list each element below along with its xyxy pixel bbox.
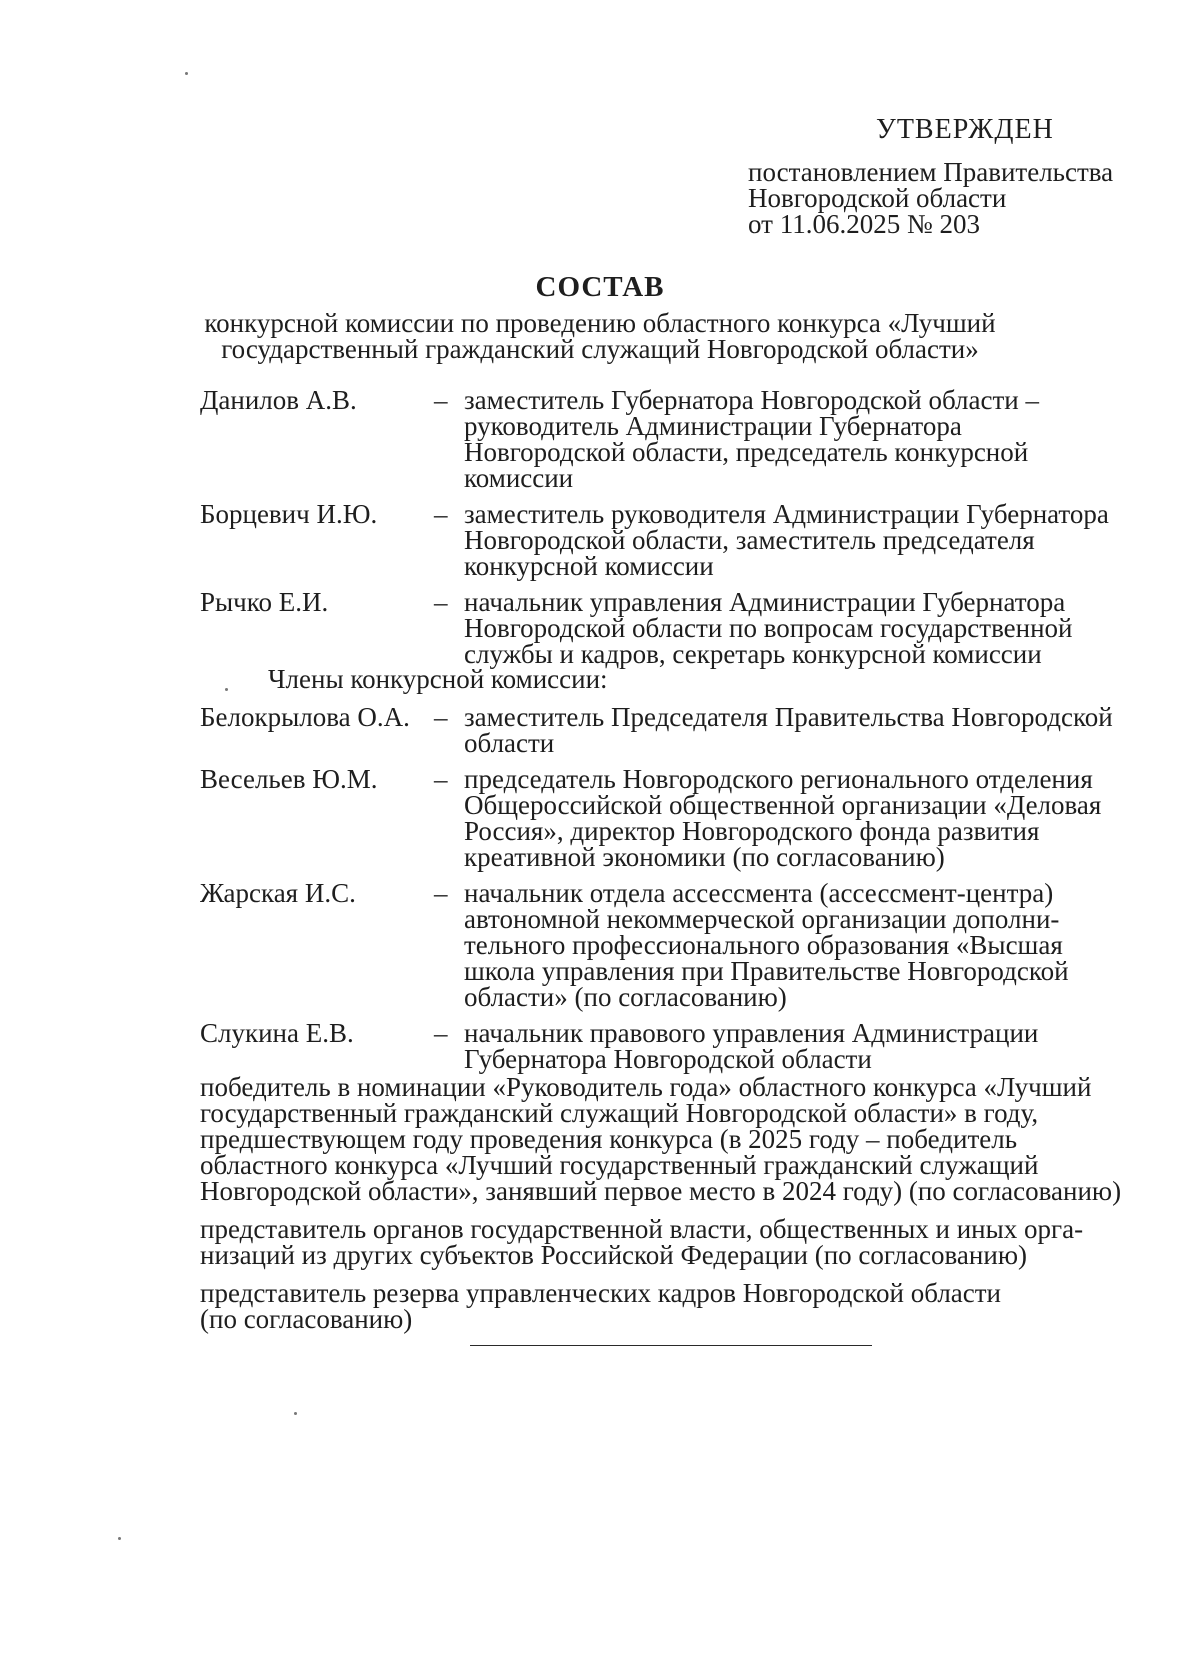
dash: – <box>434 1018 448 1048</box>
position-line: начальник управления Администрации Губернатора <box>464 587 1066 617</box>
approval-stamp <box>748 115 1168 237</box>
member-name: Слукина Е.В. <box>200 1018 354 1048</box>
approval-line: от 11.06.2025 № 203 <box>748 209 980 239</box>
dash: – <box>434 702 448 732</box>
roster-row <box>200 880 1160 1010</box>
roster-row <box>200 387 1160 491</box>
paragraph-line: представитель органов государственной власти, общественных и иных орга- <box>200 1214 1084 1244</box>
position-line: автономной некоммерческой организации дополни- <box>464 904 1060 934</box>
member-name: Данилов А.В. <box>200 385 357 415</box>
position-line: Новгородской области, председатель конкурсной <box>464 437 1029 467</box>
position-line: Новгородской области, заместитель председателя <box>464 525 1035 555</box>
position-line: Губернатора Новгородской области <box>464 1044 872 1074</box>
approval-heading: УТВЕРЖДЕН <box>876 114 1054 145</box>
position-line: начальник отдела ассессмента (ассессмент-центра) <box>464 878 1054 908</box>
member-position <box>464 766 1160 870</box>
member-position <box>464 501 1160 579</box>
member-name: Рычко Е.И. <box>200 587 329 617</box>
position-line: службы и кадров, секретарь конкурсной комиссии <box>464 639 1042 669</box>
member-name: Весельев Ю.М. <box>200 764 378 794</box>
scan-speck <box>185 72 188 75</box>
additional-members <box>200 1074 1160 1344</box>
scan-speck <box>118 1537 121 1540</box>
scan-speck <box>225 688 228 691</box>
member-name: Белокрылова О.А. <box>200 702 410 732</box>
document-subtitle <box>0 310 1200 362</box>
position-line: Новгородской области по вопросам государственной <box>464 613 1073 643</box>
scan-speck <box>294 1412 297 1415</box>
roster-row <box>200 704 1160 756</box>
additional-member-paragraph <box>200 1280 1160 1332</box>
member-position <box>464 880 1160 1010</box>
approval-line: постановлением Правительства <box>748 157 1114 187</box>
dash: – <box>434 587 448 617</box>
approval-line: Новгородской области <box>748 183 1007 213</box>
paragraph-line: представитель резерва управленческих кадров Новгородской области <box>200 1278 1002 1308</box>
paragraph-line: предшествующем году проведения конкурса (в 2025 году – победитель <box>200 1124 1018 1154</box>
roster-row <box>200 589 1160 667</box>
roster-row <box>200 501 1160 579</box>
paragraph-line: победитель в номинации «Руководитель года» областного конкурса «Лучший <box>200 1072 1092 1102</box>
paragraph-line: (по согласованию) <box>200 1304 413 1334</box>
subtitle-line: государственный гражданский служащий Новгородской области» <box>221 334 979 364</box>
position-line: области <box>464 728 555 758</box>
position-line: председатель Новгородского регионального отделения <box>464 764 1093 794</box>
position-line: руководитель Администрации Губернатора <box>464 411 962 441</box>
position-line: заместитель Губернатора Новгородской области – <box>464 385 1039 415</box>
position-line: креативной экономики (по согласованию) <box>464 842 945 872</box>
member-position <box>464 387 1160 491</box>
position-line: заместитель Председателя Правительства Новгородской <box>464 702 1113 732</box>
end-of-document-rule <box>470 1345 872 1346</box>
leadership-list <box>200 387 1160 677</box>
position-line: тельного профессионального образования «Высшая <box>464 930 1063 960</box>
member-position <box>464 589 1160 667</box>
position-line: Россия», директор Новгородского фонда развития <box>464 816 1040 846</box>
position-line: школа управления при Правительстве Новгородской <box>464 956 1069 986</box>
dash: – <box>434 878 448 908</box>
member-name: Жарская И.С. <box>200 878 356 908</box>
position-line: конкурсной комиссии <box>464 551 714 581</box>
additional-member-paragraph <box>200 1216 1160 1268</box>
member-position <box>464 704 1160 756</box>
members-heading: Члены конкурсной комиссии: <box>268 664 608 694</box>
member-position <box>464 1020 1160 1072</box>
subtitle-line: конкурсной комиссии по проведению областного конкурса «Лучший <box>204 308 996 338</box>
dash: – <box>434 499 448 529</box>
position-line: заместитель руководителя Администрации Губернатора <box>464 499 1109 529</box>
roster-row <box>200 1020 1160 1072</box>
additional-member-paragraph <box>200 1074 1160 1204</box>
position-line: области» (по согласованию) <box>464 982 787 1012</box>
members-list <box>200 704 1160 1082</box>
position-line: начальник правового управления Администрации <box>464 1018 1039 1048</box>
position-line: Общероссийской общественной организации «Деловая <box>464 790 1102 820</box>
position-line: комиссии <box>464 463 574 493</box>
dash: – <box>434 385 448 415</box>
paragraph-line: низаций из других субъектов Российской Федерации (по согласованию) <box>200 1240 1027 1270</box>
roster-row <box>200 766 1160 870</box>
document-title: СОСТАВ <box>535 271 665 303</box>
member-name: Борцевич И.Ю. <box>200 499 378 529</box>
dash: – <box>434 764 448 794</box>
paragraph-line: государственный гражданский служащий Новгородской области» в году, <box>200 1098 1039 1128</box>
paragraph-line: областного конкурса «Лучший государственный гражданский служащий <box>200 1150 1039 1180</box>
paragraph-line: Новгородской области», занявший первое место в 2024 году) (по согласованию) <box>200 1176 1122 1206</box>
